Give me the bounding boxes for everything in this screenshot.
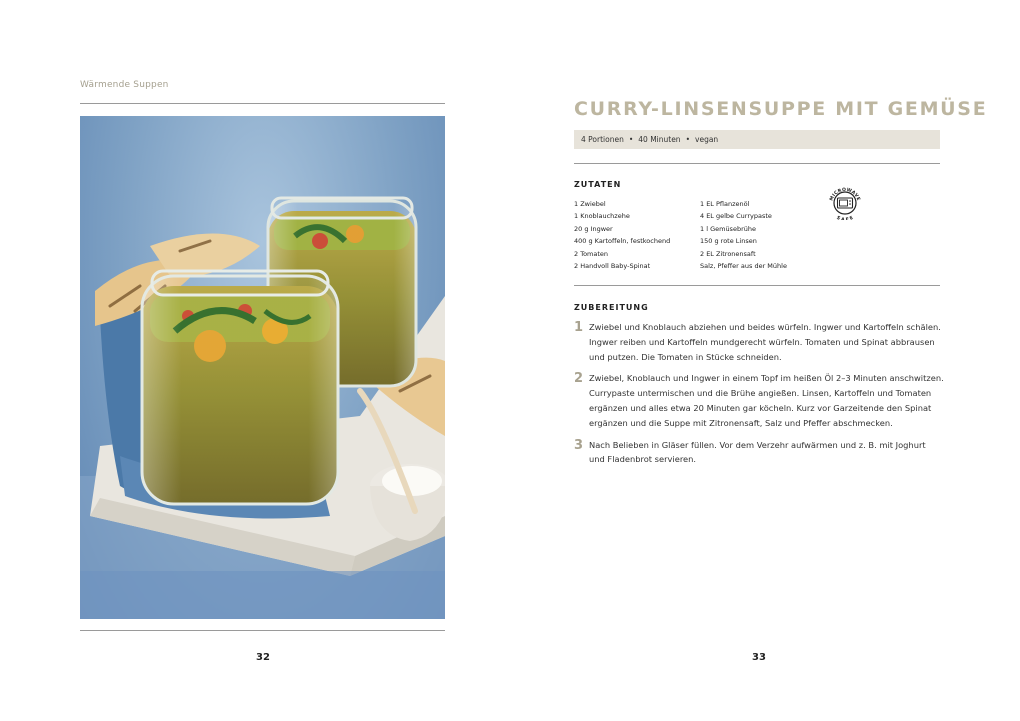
svg-text:SAFE: [835, 215, 854, 220]
microwave-icon: [838, 198, 853, 208]
step-number: 1: [574, 320, 584, 335]
step-item: [574, 320, 944, 364]
meta-separator: •: [685, 135, 691, 144]
step-number: 2: [574, 371, 584, 387]
meta-separator: •: [628, 135, 634, 144]
duration: 40 Minuten: [638, 135, 681, 144]
ingredient-item: 2 Handvoll Baby-Spinat: [574, 262, 651, 271]
ingredients-column-2: [700, 198, 787, 272]
ingredient-item: 1 l Gemüsebrühe: [700, 224, 756, 233]
soup-jars-illustration: [80, 116, 445, 619]
page-number-left: 32: [256, 652, 270, 663]
ingredient-item: 2 Tomaten: [574, 249, 609, 258]
ingredients-heading: ZUTATEN: [574, 180, 622, 189]
ingredient-item: Salz, Pfeffer aus der Mühle: [700, 262, 787, 271]
ingredients-column-1: [574, 198, 670, 272]
preparation-heading: ZUBEREITUNG: [574, 303, 649, 312]
section-label: Wärmende Suppen: [80, 80, 169, 90]
recipe-meta-bar: [574, 130, 940, 149]
ingredient-item: 4 EL gelbe Currypaste: [700, 212, 772, 221]
svg-text:MICROWAVE: [828, 187, 861, 202]
divider-preparation: [574, 285, 940, 286]
step-number: 3: [574, 437, 584, 453]
ingredient-item: 1 EL Pflanzenöl: [700, 200, 750, 208]
ingredient-item: 1 Knoblauchzehe: [574, 212, 630, 221]
step-item: [574, 438, 944, 468]
ingredient-item: 150 g rote Linsen: [700, 237, 757, 246]
page-number-right: 33: [752, 652, 766, 663]
right-page: [510, 0, 1020, 721]
top-divider: [80, 103, 445, 104]
microwave-safe-badge: [827, 184, 863, 220]
recipe-title: CURRY-LINSENSUPPE MIT GEMÜSE: [574, 98, 988, 120]
badge-top-text: MICROWAVE: [829, 187, 861, 202]
badge-bottom-text: S E: [835, 215, 855, 220]
recipe-photo: [80, 116, 445, 619]
ingredient-item: 20 g Ingwer: [574, 224, 613, 233]
step-text: Nach Belieben in Gläser füllen. Vor dem Verzehr aufwärmen und z. B. mit Joghurt und Fladenbrot servieren.: [589, 439, 926, 465]
step-text: Zwiebel und Knoblauch abziehen und beides würfeln. Ingwer und Kartoffeln schälen. Ingwer reiben und Kartoffeln mundgerecht würfeln. Tomaten und Spinat abbrausen und putzen. Die Tomaten in Stücke schneiden.: [589, 322, 941, 362]
ingredient-item: 1 Zwiebel: [574, 200, 606, 208]
ingredient-item: 2 EL Zitronensaft: [700, 249, 756, 258]
divider-ingredients: [574, 163, 940, 164]
ingredient-item: 400 g Kartoffeln, festkochend: [574, 237, 671, 246]
servings: 4 Portionen: [581, 135, 624, 144]
bottom-divider: [80, 630, 445, 631]
step-item: [574, 371, 944, 430]
preparation-steps: [574, 320, 944, 474]
step-text: Zwiebel, Knoblauch und Ingwer in einem Topf im heißen Öl 2–3 Minuten anschwitzen. Currypaste untermischen und die Brühe angießen. Linsen, Kartoffeln und Tomaten ergänzen und alles etwa 20 Minuten gar köcheln. Kurz vor Garzeitende den Spinat ergänzen und die Suppe mit Zitronensaft, Salz und Pfeffer abschmecken.: [589, 373, 944, 428]
diet-tag: vegan: [695, 135, 719, 144]
